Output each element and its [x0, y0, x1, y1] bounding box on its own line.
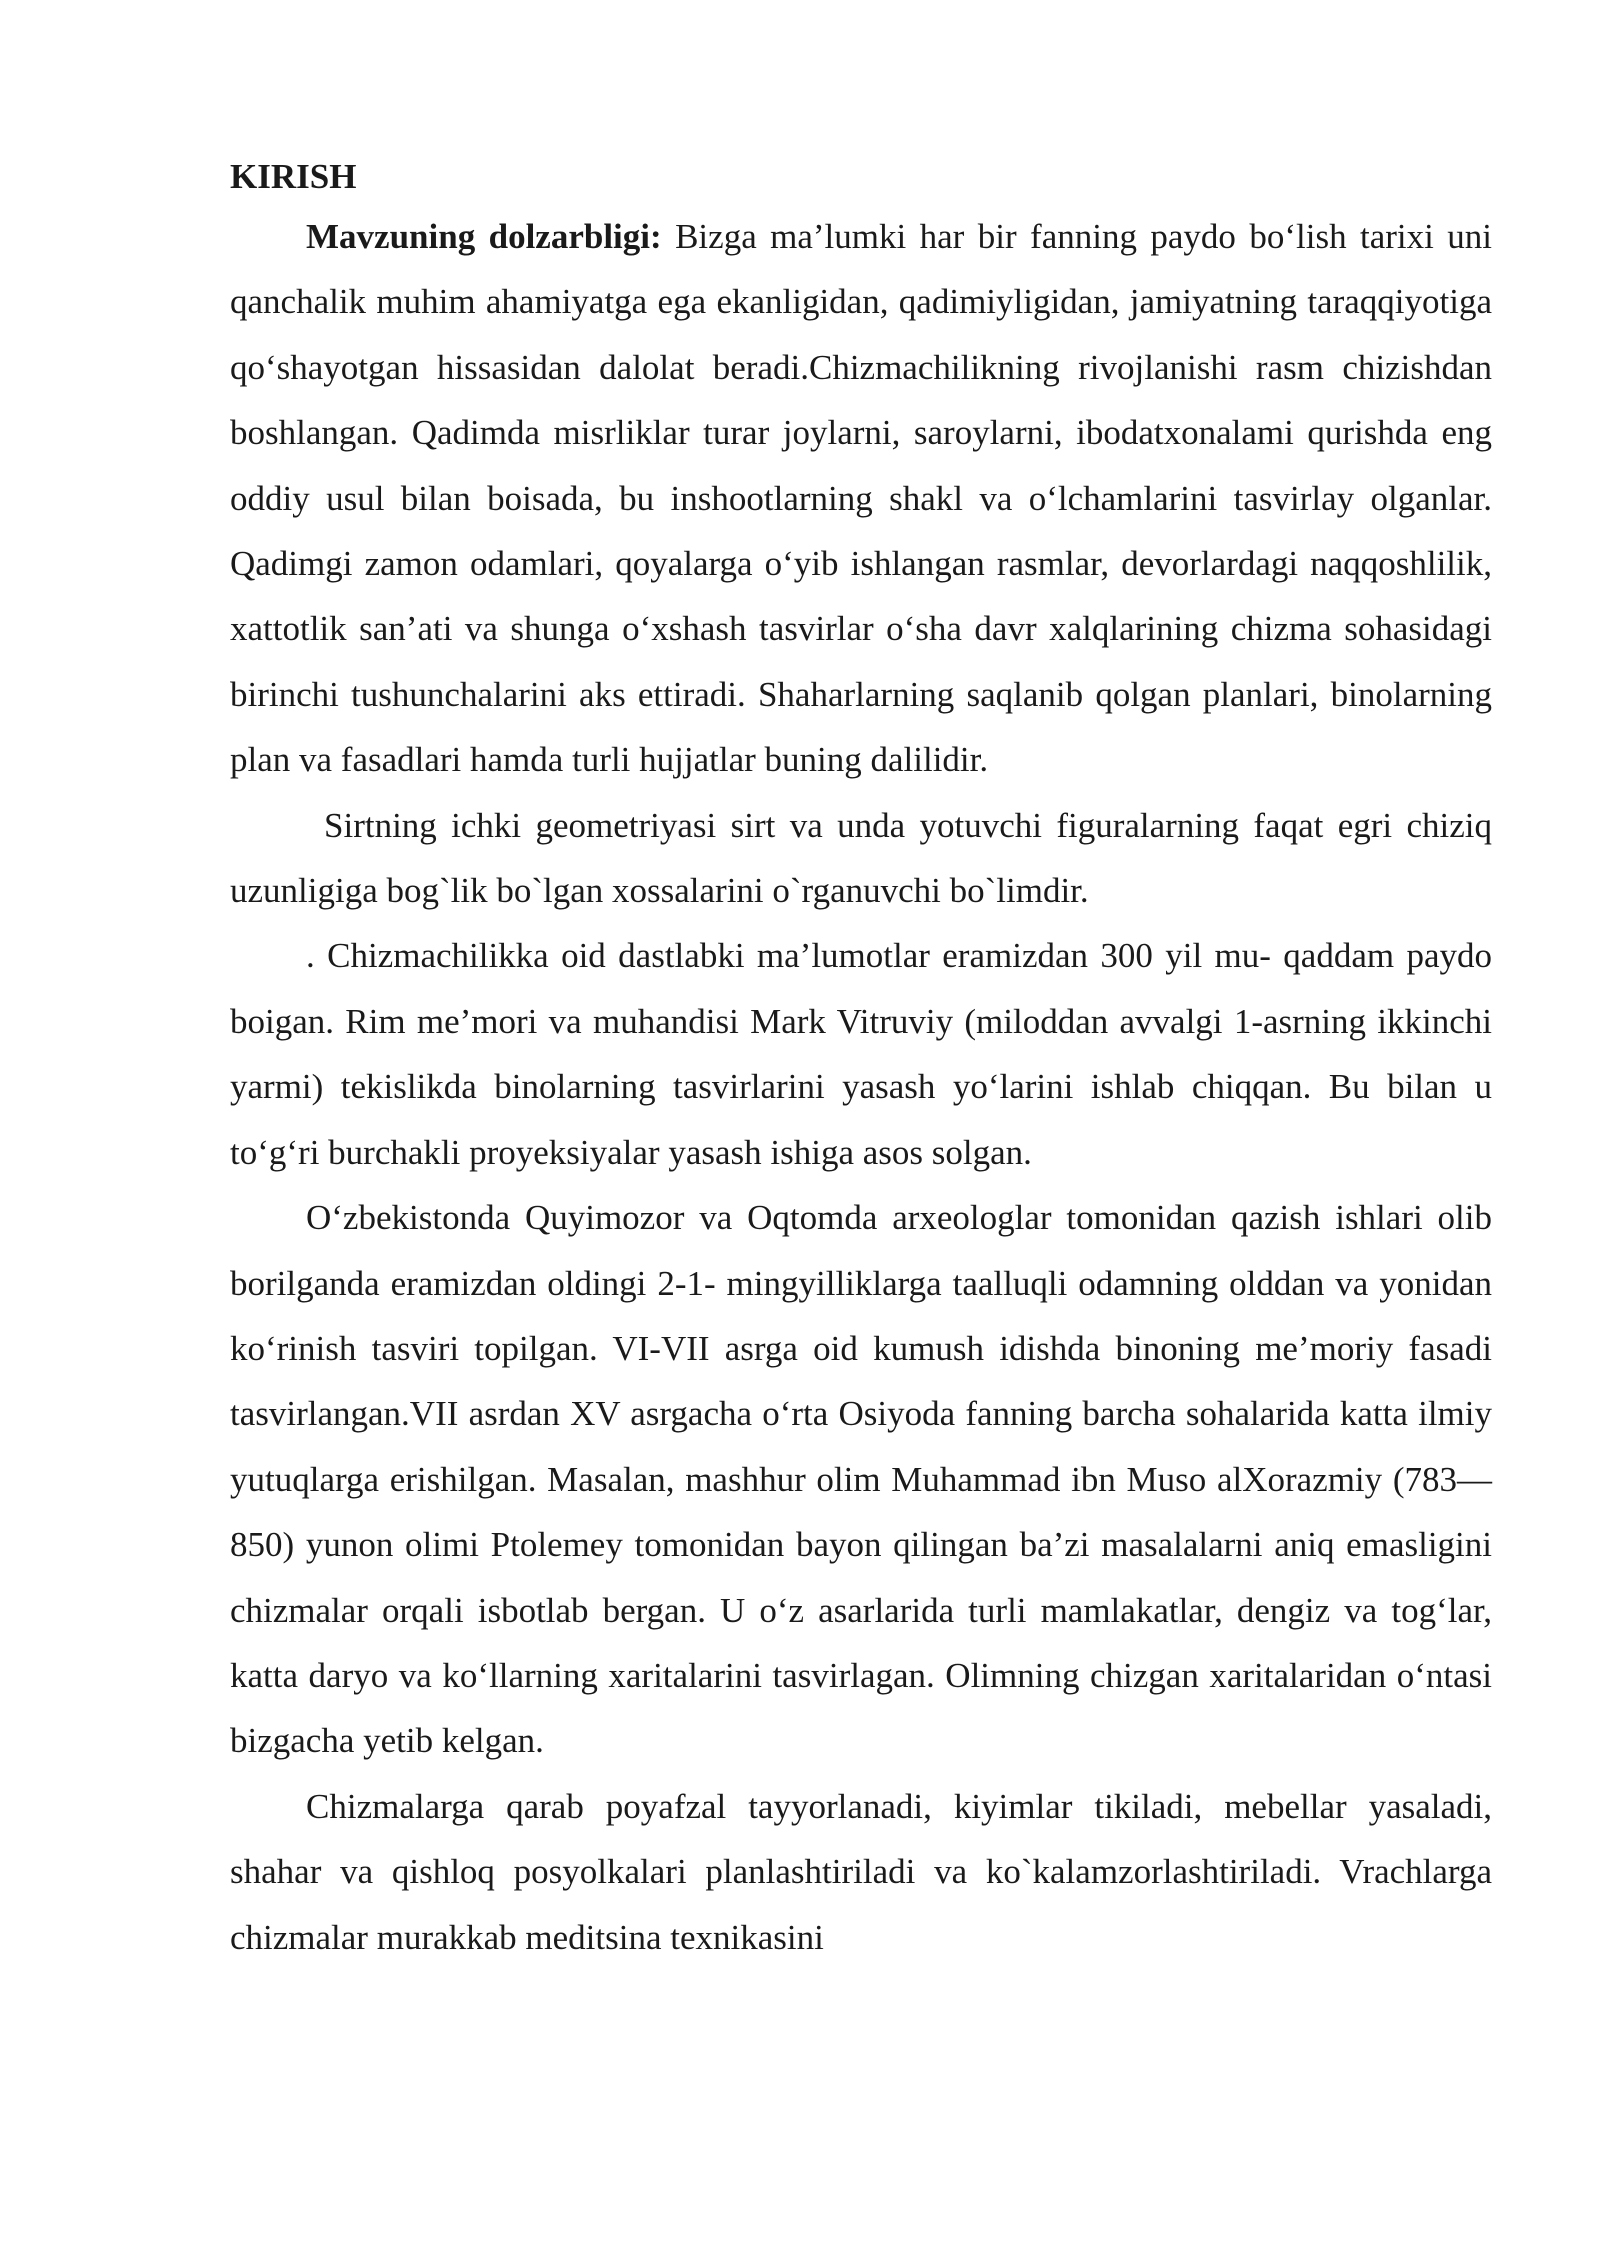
paragraph-lead: Mavzuning dolzarbligi: [306, 217, 662, 256]
section-heading: KIRISH [230, 157, 357, 196]
paragraph-uzbekistan-history: O‘zbekistonda Quyimozor va Oqtomda arxeologlar tomonidan qazish ishlari olib borilganda eramizdan oldingi 2-1- mingyilliklarga taalluqli odamning olddan va yonidan ko‘rinish tasviri topilgan. VI-VII asrga oid kumush idishda binoning me’moriy fasadi tasvirlangan.VII asrdan XV asrgacha o‘rta Osiyoda fanning barcha sohalarida katta ilmiy yutuqlarga erishilgan. Masalan, mashhur olim Muhammad ibn Muso alXorazmiy (783—850) yunon olimi Ptolemey tomonidan bayon qilingan ba’zi masalalarni aniq emasligini chizmalar orqali isbotlab bergan. U o‘z asarlarida turli mamlakatlar, dengiz va tog‘lar, katta daryo va ko‘llarning xaritalarini tasvirlagan. Olimning chizgan xaritalaridan o‘ntasi bizgacha yetib kelgan. [230, 1198, 1492, 1761]
paragraph-early-drawing: . Chizmachilikka oid dastlabki ma’lumotlar eramizdan 300 yil mu- qaddam paydo boigan. Rim me’mori va muhandisi Mark Vitruviy (miloddan avvalgi 1-asrning ikkinchi yarmi) tekislikda binolarning tasvirlarini yasash yo‘larini ishlab chiqqan. Bu bilan u to‘g‘ri burchakli proyeksiyalar yasash ishiga asos solgan. [230, 936, 1492, 1172]
paragraph-drawing-uses: Chizmalarga qarab poyafzal tayyorlanadi, kiyimlar tikiladi, mebellar yasaladi, shahar va qishloq posyolkalari planlashtiriladi va ko`kalamzorlashtiriladi. Vrachlarga chizmalar murakkab meditsina texnikasini [230, 1786, 1492, 1957]
paragraph-surface-geometry: Sirtning ichki geometriyasi sirt va unda yotuvchi figuralarning faqat egri chiziq uzunligiga bog`lik bo`lgan xossalarini o`rganuvchi bo`limdir. [230, 805, 1492, 911]
paragraph-text: Bizga ma’lumki har bir fanning paydo bo‘lish tarixi uni qanchalik muhim ahamiyatga ega ekanligidan, qadimiyligidan, jamiyatning taraqqiyotiga qo‘shayotgan hissasidan dalolat beradi.Chizmachilikning rivojlanishi rasm chizishdan boshlangan. Qadimda misrliklar turar joylarni, saroylarni, ibodatxonalami qurishda eng oddiy usul bilan boisada, bu inshootlarning shakl va o‘lchamlarini tasvirlay olganlar. Qadimgi zamon odamlari, qoyalarga o‘yib ishlangan rasmlar, devorlardagi naqqoshlilik, xattotlik san’ati va shunga o‘xshash tasvirlar o‘sha davr xalqlarining chizma sohasidagi birinchi tushunchalarini aks ettiradi. Shaharlarning saqlanib qolgan planlari, binolarning plan va fasadlari hamda turli hujjatlar buning dalilidir. [230, 217, 1492, 780]
paragraph-relevance [230, 204, 1492, 793]
document-page [230, 150, 1492, 1970]
